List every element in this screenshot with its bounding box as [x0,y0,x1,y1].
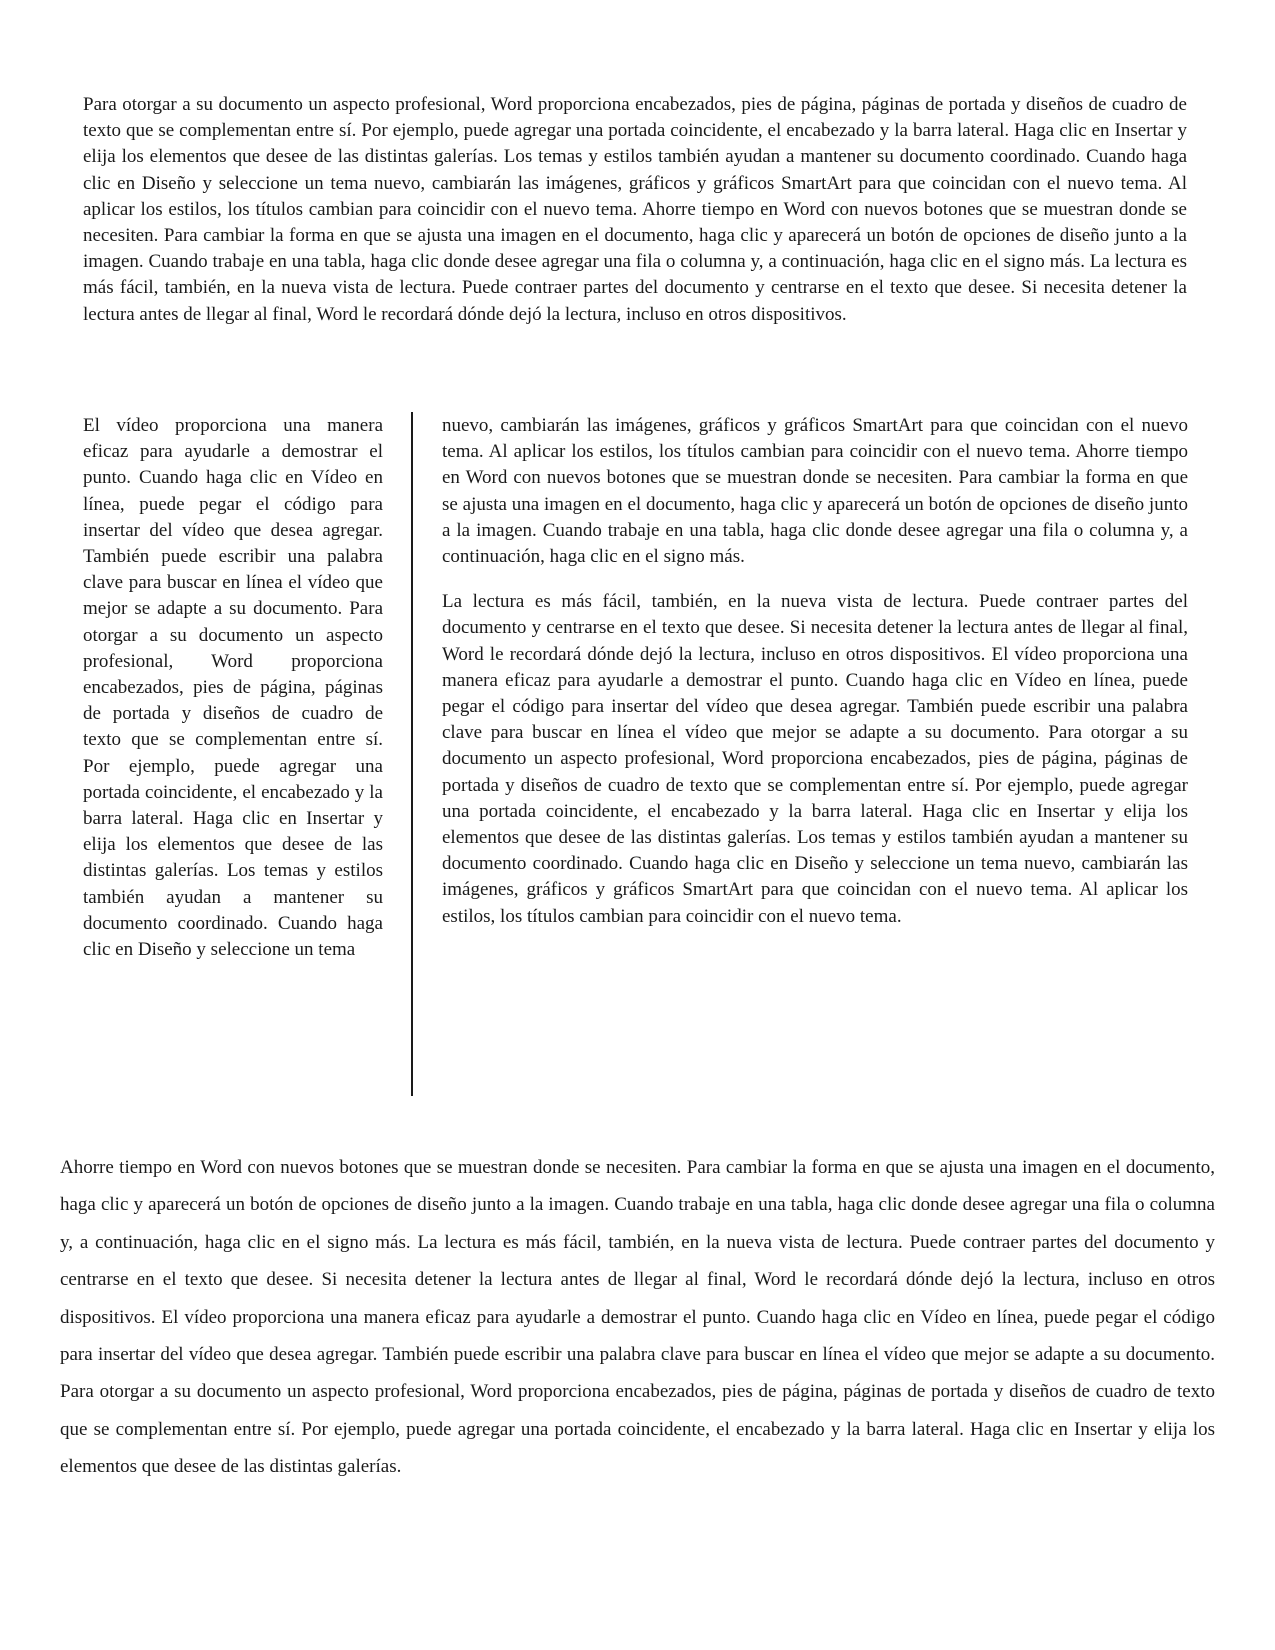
left-column-text: El vídeo proporciona una manera eficaz para ayudarle a demostrar el punto. Cuando haga clic en Vídeo en línea, puede pegar el código para insertar del vídeo que desea agregar. También puede escribir una palabra clave para buscar en línea el vídeo que mejor se adapte a su documento. Para otorgar a su documento un aspecto profesional, Word proporciona encabezados, pies de página, páginas de portada y diseños de cuadro de texto que se complementan entre sí. Por ejemplo, puede agregar una portada coincidente, el encabezado y la barra lateral. Haga clic en Insertar y elija los elementos que desee de las distintas galerías. Los temas y estilos también ayudan a mantener su documento coordinado. Cuando haga clic en Diseño y seleccione un tema [83,415,383,961]
column-divider [411,412,413,1096]
intro-paragraph: Para otorgar a su documento un aspecto profesional, Word proporciona encabezados, pies de página, páginas de portada y diseños de cuadro de texto que se complementan entre sí. Por ejemplo, puede agregar una portada coincidente, el encabezado y la barra lateral. Haga clic en Insertar y elija los elementos que desee de las distintas galerías. Los temas y estilos también ayudan a mantener su documento coordinado. Cuando haga clic en Diseño y seleccione un tema nuevo, cambiarán las imágenes, gráficos y gráficos SmartArt para que coincidan con el nuevo tema. Al aplicar los estilos, los títulos cambian para coincidir con el nuevo tema. Ahorre tiempo en Word con nuevos botones que se muestran donde se necesiten. Para cambiar la forma en que se ajusta una imagen en el documento, haga clic y aparecerá un botón de opciones de diseño junto a la imagen. Cuando trabaje en una tabla, haga clic donde desee agregar una fila o columna y, a continuación, haga clic en el signo más. La lectura es más fácil, también, en la nueva vista de lectura. Puede contraer partes del documento y centrarse en el texto que desee. Si necesita detener la lectura antes de llegar al final, Word le recordará dónde dejó la lectura, incluso en otros dispositivos. [83,94,1187,325]
right-column-paragraph-1: nuevo, cambiarán las imágenes, gráficos y gráficos SmartArt para que coincidan con el nuevo tema. Al aplicar los estilos, los títulos cambian para coincidir con el nuevo tema. Ahorre tiempo en Word con nuevos botones que se muestran donde se necesiten. Para cambiar la forma en que se ajusta una imagen en el documento, haga clic y aparecerá un botón de opciones de diseño junto a la imagen. Cuando trabaje en una tabla, haga clic donde desee agregar una fila o columna y, a continuación, haga clic en el signo más. [442,415,1188,568]
right-column-paragraph-2: La lectura es más fácil, también, en la nueva vista de lectura. Puede contraer partes del documento y centrarse en el texto que desee. Si necesita detener la lectura antes de llegar al final, Word le recordará dónde dejó la lectura, incluso en otros dispositivos. El vídeo proporciona una manera eficaz para ayudarle a demostrar el punto. Cuando haga clic en Vídeo en línea, puede pegar el código para insertar del vídeo que desea agregar. También puede escribir una palabra clave para buscar en línea el vídeo que mejor se adapte a su documento. Para otorgar a su documento un aspecto profesional, Word proporciona encabezados, pies de página, páginas de portada y diseños de cuadro de texto que se complementan entre sí. Por ejemplo, puede agregar una portada coincidente, el encabezado y la barra lateral. Haga clic en Insertar y elija los elementos que desee de las distintas galerías. Los temas y estilos también ayudan a mantener su documento coordinado. Cuando haga clic en Diseño y seleccione un tema nuevo, cambiarán las imágenes, gráficos y gráficos SmartArt para que coincidan con el nuevo tema. Al aplicar los estilos, los títulos cambian para coincidir con el nuevo tema. [442,591,1188,927]
right-column [442,413,1188,930]
closing-paragraph: Ahorre tiempo en Word con nuevos botones que se muestran donde se necesiten. Para cambiar la forma en que se ajusta una imagen en el documento, haga clic y aparecerá un botón de opciones de diseño junto a la imagen. Cuando trabaje en una tabla, haga clic donde desee agregar una fila o columna y, a continuación, haga clic en el signo más. La lectura es más fácil, también, en la nueva vista de lectura. Puede contraer partes del documento y centrarse en el texto que desee. Si necesita detener la lectura antes de llegar al final, Word le recordará dónde dejó la lectura, incluso en otros dispositivos. El vídeo proporciona una manera eficaz para ayudarle a demostrar el punto. Cuando haga clic en Vídeo en línea, puede pegar el código para insertar del vídeo que desea agregar. También puede escribir una palabra clave para buscar en línea el vídeo que mejor se adapte a su documento. Para otorgar a su documento un aspecto profesional, Word proporciona encabezados, pies de página, páginas de portada y diseños de cuadro de texto que se complementan entre sí. Por ejemplo, puede agregar una portada coincidente, el encabezado y la barra lateral. Haga clic en Insertar y elija los elementos que desee de las distintas galerías. [60,1157,1215,1478]
